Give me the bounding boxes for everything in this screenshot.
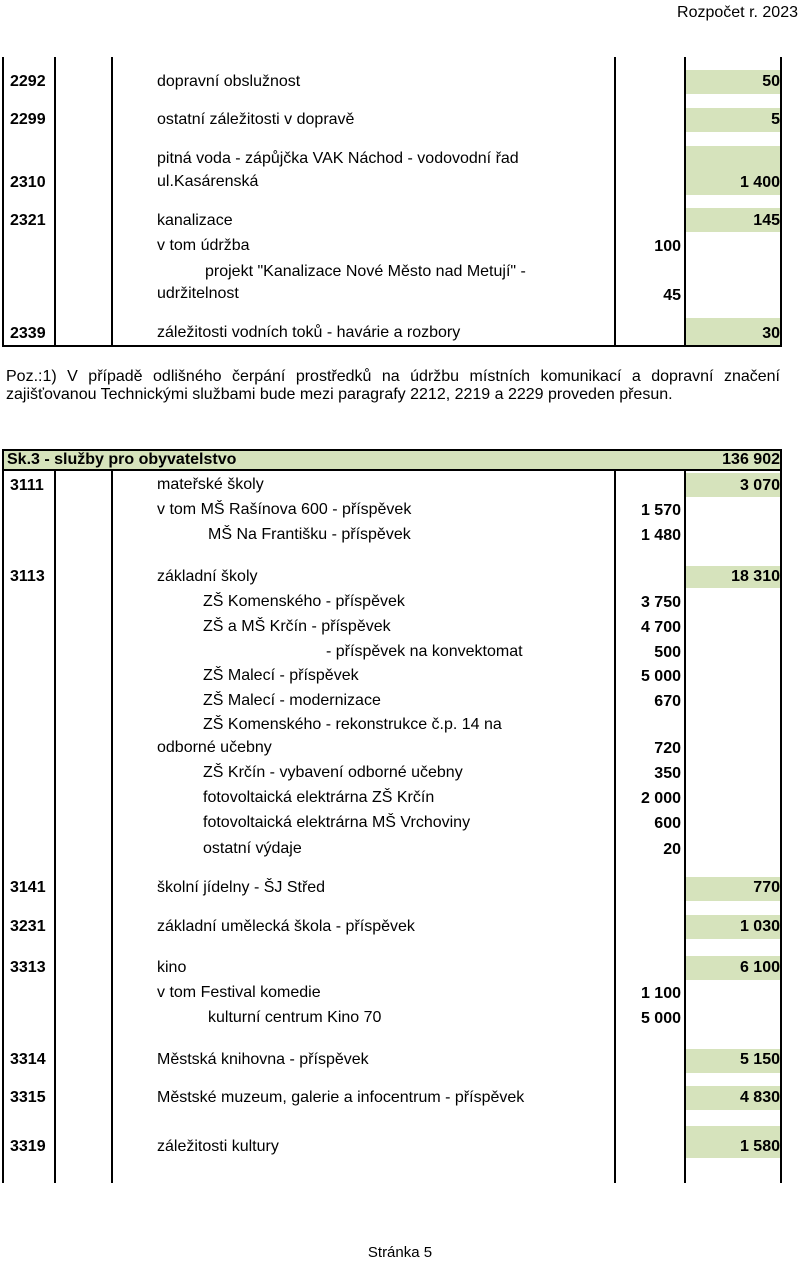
row-label: dopravní obslužnost <box>157 73 301 90</box>
sub-value: 1 100 <box>640 985 681 1002</box>
note-paragraph: Poz.:1) V případě odlišného čerpání prostředků na údržbu místních komunikací a dopravní značení zajišťovanou Technickými službami bude mezi paragrafy 2212, 2219 a 2229 proveden přesun. <box>6 368 780 403</box>
sub-value: 45 <box>663 287 681 304</box>
row-total: 30 <box>762 325 780 342</box>
row-label: záležitosti kultury <box>157 1138 279 1155</box>
row-label: kino <box>157 959 187 976</box>
row-label: Městské muzeum, galerie a infocentrum - příspěvek <box>157 1089 525 1106</box>
sub-label-line2: udržitelnost <box>157 285 239 302</box>
sub-label: fotovoltaická elektrárna ZŠ Krčín <box>203 789 435 806</box>
row-total: 1 030 <box>739 918 780 935</box>
row-label: ostatní záležitosti v dopravě <box>157 111 355 128</box>
sub-label: MŠ Na Františku - příspěvek <box>208 526 411 543</box>
sub-value: 2 000 <box>640 790 681 807</box>
row-label: školní jídelny - ŠJ Střed <box>157 879 326 896</box>
sub-label-line1: ZŠ Komenského - rekonstrukce č.p. 14 na <box>203 716 502 733</box>
sub-label: fotovoltaická elektrárna MŠ Vrchoviny <box>203 814 471 831</box>
sub-label: ZŠ Komenského - příspěvek <box>203 593 405 610</box>
sub-label-line2: odborné učebny <box>157 739 272 756</box>
row-total: 770 <box>753 879 780 896</box>
sub-value: 5 000 <box>640 668 681 685</box>
row-label: základní umělecká škola - příspěvek <box>157 918 415 935</box>
row-total: 5 150 <box>739 1051 780 1068</box>
sub-label: ZŠ Malecí - modernizace <box>203 692 381 709</box>
row-total: 5 <box>771 111 780 128</box>
sub-label: v tom Festival komedie <box>157 984 321 1001</box>
row-code: 3231 <box>10 918 46 935</box>
row-total: 50 <box>762 73 780 90</box>
sub-label: v tom údržba <box>157 237 250 254</box>
sub-label: ZŠ Malecí - příspěvek <box>203 667 359 684</box>
sub-value: 500 <box>654 644 681 661</box>
row-code: 2321 <box>10 212 46 229</box>
row-code: 3141 <box>10 879 46 896</box>
row-code: 3319 <box>10 1138 46 1155</box>
sub-value: 100 <box>654 238 681 255</box>
sub-value: 1 570 <box>640 502 681 519</box>
row-total: 4 830 <box>739 1089 780 1106</box>
sub-label: v tom MŠ Rašínova 600 - příspěvek <box>157 501 412 518</box>
row-code: 2299 <box>10 111 46 128</box>
row-code: 2292 <box>10 73 46 90</box>
row-label: záležitosti vodních toků - havárie a rozbory <box>157 324 461 341</box>
row-label: kanalizace <box>157 212 233 229</box>
sub-value: 1 480 <box>640 527 681 544</box>
row-code: 3313 <box>10 959 46 976</box>
row-code: 3111 <box>10 477 44 494</box>
sub-label: - příspěvek na konvektomat <box>326 643 523 660</box>
sub-value: 350 <box>654 765 681 782</box>
row-total: 6 100 <box>739 959 780 976</box>
row-total: 18 310 <box>731 568 780 585</box>
sub-value: 4 700 <box>640 619 681 636</box>
sub-label: ostatní výdaje <box>203 840 302 857</box>
row-label: mateřské školy <box>157 476 264 493</box>
sub-value: 5 000 <box>640 1010 681 1027</box>
row-code: 3314 <box>10 1051 46 1068</box>
row-label: základní školy <box>157 568 258 585</box>
row-total: 1 580 <box>739 1138 780 1155</box>
row-label-line2: ul.Kasárenská <box>157 173 259 190</box>
sub-value: 20 <box>663 841 681 858</box>
document-year-header: Rozpočet r. 2023 <box>677 4 798 21</box>
sub-label-line1: projekt "Kanalizace Nové Město nad Metují" - <box>205 263 526 280</box>
row-code: 2339 <box>10 325 46 342</box>
sub-value: 670 <box>654 693 681 710</box>
row-label-line1: pitná voda - zápůjčka VAK Náchod - vodovodní řad <box>157 150 519 167</box>
sub-value: 720 <box>654 740 681 757</box>
sub-value: 600 <box>654 815 681 832</box>
sub-label: kulturní centrum Kino 70 <box>208 1009 382 1026</box>
sub-value: 3 750 <box>640 594 681 611</box>
section-total: 136 902 <box>722 451 780 468</box>
row-code: 3315 <box>10 1089 46 1106</box>
row-code: 2310 <box>10 174 46 191</box>
row-total: 145 <box>753 212 780 229</box>
section-title: Sk.3 - služby pro obyvatelstvo <box>7 451 237 468</box>
row-total: 1 400 <box>739 174 780 191</box>
row-total: 3 070 <box>739 477 780 494</box>
row-code: 3113 <box>10 568 45 585</box>
sub-label: ZŠ a MŠ Krčín - příspěvek <box>203 618 391 635</box>
row-label: Městská knihovna - příspěvek <box>157 1051 369 1068</box>
page-number: Stránka 5 <box>367 1244 433 1261</box>
sub-label: ZŠ Krčín - vybavení odborné učebny <box>203 764 463 781</box>
